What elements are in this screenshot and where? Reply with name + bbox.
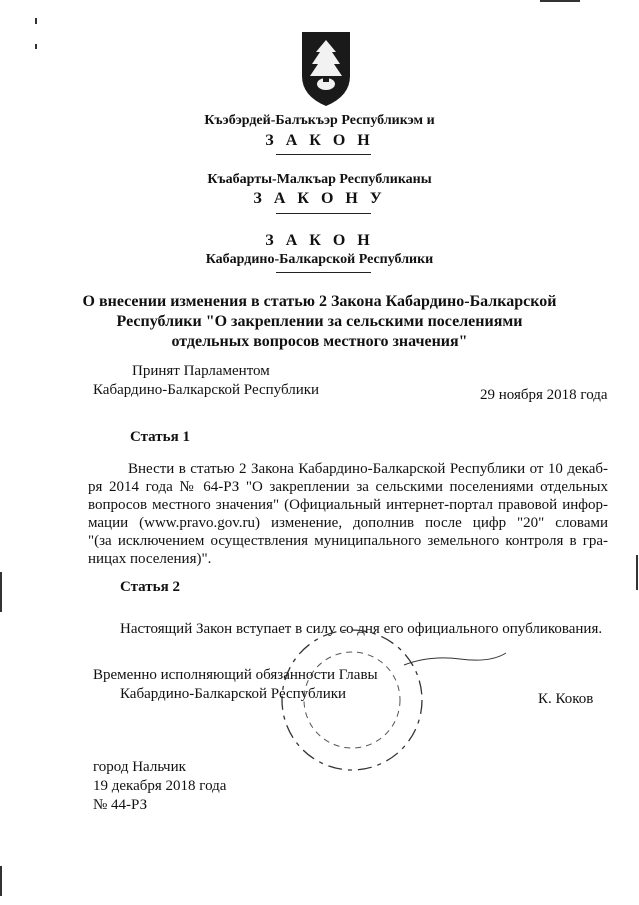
scan-mark xyxy=(0,866,2,896)
coat-of-arms-emblem xyxy=(296,26,356,108)
scan-mark xyxy=(35,18,37,24)
article-2-heading: Статья 2 xyxy=(120,579,180,595)
adopted-by-body: Кабардино-Балкарской Республики xyxy=(93,382,320,398)
republic-name-kabardian: Къэбэрдей-Балъкъэр Республикэм и xyxy=(204,113,435,128)
scan-mark xyxy=(540,0,580,2)
adopted-by-label: Принят Парламентом xyxy=(132,363,270,379)
signatory-position-republic: Кабардино-Балкарской Республики xyxy=(120,686,347,702)
law-word-kabardian: З А К О Н xyxy=(265,132,374,149)
law-word-russian: З А К О Н xyxy=(265,232,374,249)
article-2-body: Настоящий Закон вступает в силу со дня его официального опубликования. xyxy=(120,621,603,637)
signing-date: 19 декабря 2018 года xyxy=(93,778,227,794)
article-1-body xyxy=(88,460,608,568)
article-1-line: ря 2014 года № 64-РЗ "О закреплении за сельскими поселениями отдельных xyxy=(88,479,608,495)
republic-name-russian: Кабардино-Балкарской Республики xyxy=(205,252,434,267)
article-1-line: мации (www.pravo.gov.ru) изменение, дополнив после цифр "20" словами xyxy=(88,515,608,531)
article-1-heading: Статья 1 xyxy=(130,429,190,445)
header-divider xyxy=(276,272,371,273)
scan-mark xyxy=(636,555,638,590)
scan-mark xyxy=(0,572,2,612)
law-word-balkar: З А К О Н У xyxy=(253,190,386,207)
article-1-line: вопросов местного значения" (Официальный интернет-портал правовой инфор- xyxy=(88,497,608,513)
article-1-line: ницах поселения)". xyxy=(88,551,212,567)
article-1-line: Внести в статью 2 Закона Кабардино-Балкарской Республики от 10 декаб- xyxy=(128,461,608,477)
article-1-line: "(за исключением осуществления муниципального земельного контроля в гра- xyxy=(88,533,608,549)
signatory-name: К. Коков xyxy=(538,691,594,707)
header-divider xyxy=(276,213,371,214)
header-divider xyxy=(276,154,371,155)
law-title-line: Республики "О закреплении за сельскими поселениями xyxy=(116,313,523,330)
law-title-line: отдельных вопросов местного значения" xyxy=(171,333,468,350)
law-title-line: О внесении изменения в статью 2 Закона Кабардино-Балкарской xyxy=(82,293,557,310)
handwritten-signature xyxy=(400,645,510,675)
republic-name-balkar: Къабарты-Малкъар Республиканы xyxy=(207,172,432,187)
city-name: город Нальчик xyxy=(93,759,186,775)
signatory-position: Временно исполняющий обязанности Главы xyxy=(93,667,378,683)
law-number: № 44-РЗ xyxy=(93,797,148,813)
scan-mark xyxy=(35,44,37,49)
adoption-date: 29 ноября 2018 года xyxy=(480,387,608,403)
